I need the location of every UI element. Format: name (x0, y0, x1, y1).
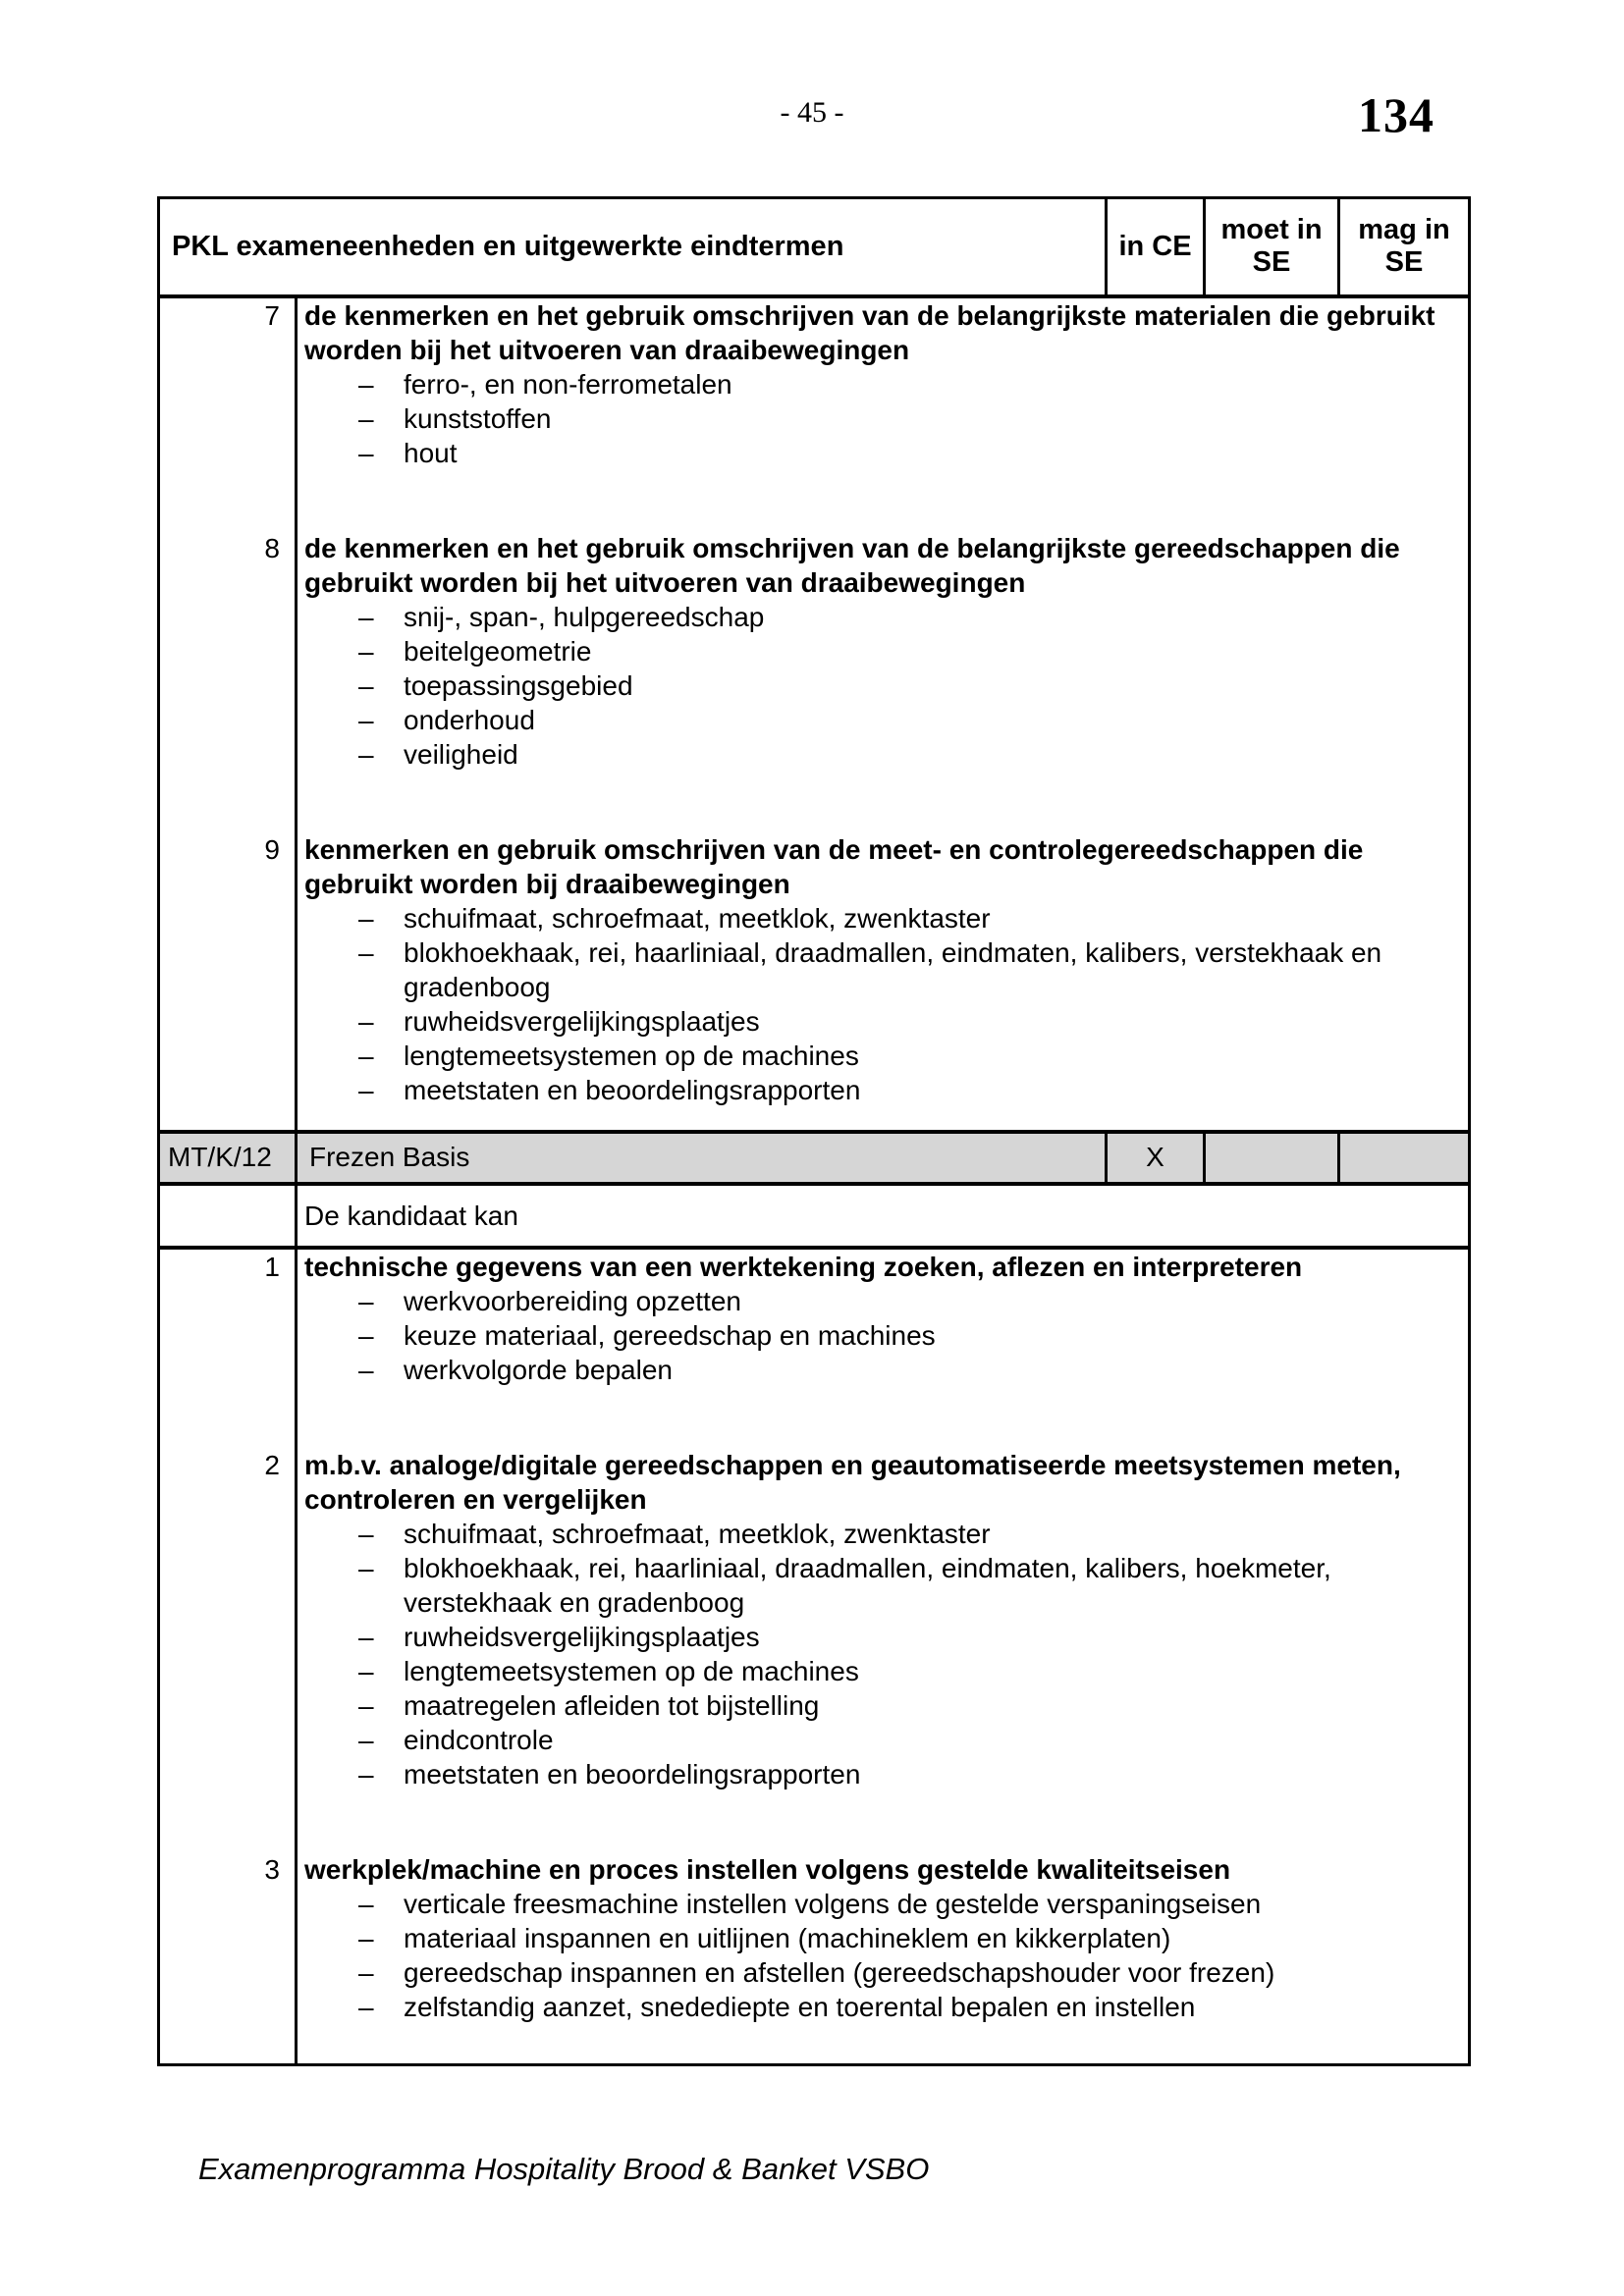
item-number: 3 (264, 1854, 280, 1886)
candidate-row (160, 1186, 1468, 1250)
dash-marker: – (358, 1957, 374, 1989)
bullet-item (304, 1654, 1468, 1688)
bullet-text: lengtemeetsystemen op de machines (404, 1656, 859, 1687)
bullet-item (304, 401, 1468, 436)
item-number: 1 (264, 1252, 280, 1283)
header-mag-line2: SE (1384, 246, 1424, 279)
dash-marker: – (358, 1622, 374, 1653)
dash-marker: – (358, 1320, 374, 1352)
dash-marker: – (358, 1040, 374, 1071)
bullet-text: toepassingsgebied (404, 669, 633, 701)
bullet-text: hout (404, 437, 458, 468)
bullet-text: schuifmaat, schroefmaat, meetklok, zwenktaster (404, 1519, 991, 1550)
document-footer: Examenprogramma Hospitality Brood & Banket VSBO (198, 2152, 930, 2186)
dash-marker: – (358, 1519, 374, 1550)
dash-marker: – (358, 1889, 374, 1920)
candidate-text: De kandidaat kan (304, 1200, 518, 1231)
bullet-text: blokhoekhaak, rei, haarliniaal, draadmallen, eindmaten, kalibers, hoekmeter, verstekhaak en gradenboog (404, 1553, 1331, 1619)
bullet-text: lengtemeetsystemen op de machines (404, 1040, 859, 1071)
item-number: 2 (264, 1450, 280, 1481)
bullet-item (304, 1757, 1468, 1791)
bullet-text: veiligheid (404, 738, 518, 770)
unit-moet-in-se-cell (1203, 1134, 1337, 1183)
bullet-text: meetstaten en beoordelingsrapporten (404, 1759, 861, 1790)
page-number-right: 134 (1358, 87, 1435, 142)
item-number: 7 (264, 299, 280, 331)
item-heading: werkplek/machine en proces instellen volgens gestelde kwaliteitseisen (304, 1854, 1231, 1886)
bullet-text: ruwheidsvergelijkingsplaatjes (404, 1622, 760, 1653)
bullet-text: ruwheidsvergelijkingsplaatjes (404, 1005, 760, 1037)
bullet-text: maatregelen afleiden tot bijstelling (404, 1690, 820, 1722)
bullet-item (304, 1353, 1468, 1387)
item-heading: de kenmerken en het gebruik omschrijven van de belangrijkste gereedschappen die gebruikt worden bij het uitvoeren van draaibewegingen (304, 532, 1400, 598)
bullet-item (304, 1551, 1468, 1620)
bullet-item (304, 703, 1468, 737)
header-moet-line1: moet in (1220, 214, 1323, 246)
bullet-item (304, 634, 1468, 668)
dash-marker: – (358, 738, 374, 770)
item-heading: de kenmerken en het gebruik omschrijven van de belangrijkste materialen die gebruikt worden bij het uitvoeren van draaibewegingen (304, 299, 1435, 365)
bullet-text: blokhoekhaak, rei, haarliniaal, draadmallen, eindmaten, kalibers, verstekhaak en gradenboog (404, 936, 1382, 1002)
header-title-cell: PKL exameneenheden en uitgewerkte eindtermen (172, 230, 844, 262)
unit-title-cell: Frezen Basis (295, 1134, 1105, 1183)
dash-marker: – (358, 1725, 374, 1756)
dash-marker: – (358, 601, 374, 632)
item-number: 9 (264, 833, 280, 865)
item-heading: m.b.v. analoge/digitale gereedschappen en geautomatiseerde meetsystemen meten, controleren en vergelijken (304, 1450, 1401, 1516)
unit-mag-in-se-cell (1337, 1134, 1468, 1183)
bullet-text: snij-, span-, hulpgereedschap (404, 601, 765, 632)
bullet-item (304, 1620, 1468, 1654)
eindterm-item-8 (160, 531, 1468, 772)
bullet-text: zelfstandig aanzet, snedediepte en toerental bepalen en instellen (404, 1992, 1196, 2023)
bullet-item (304, 1318, 1468, 1353)
table-header-row (160, 199, 1468, 298)
section-frezen-basis (160, 1250, 1468, 2063)
bullet-item (304, 436, 1468, 470)
bullet-text: onderhoud (404, 704, 535, 735)
bullet-text: gereedschap inspannen en afstellen (gereedschapshouder voor frezen) (404, 1957, 1275, 1989)
eindterm-item-9 (160, 832, 1468, 1107)
bullet-text: meetstaten en beoordelingsrapporten (404, 1074, 861, 1105)
bullet-text: eindcontrole (404, 1725, 554, 1756)
dash-marker: – (358, 669, 374, 701)
bullet-text: schuifmaat, schroefmaat, meetklok, zwenktaster (404, 902, 991, 934)
bullet-item (304, 935, 1468, 1004)
unit-row-mtk12 (160, 1134, 1468, 1187)
dash-marker: – (358, 1923, 374, 1954)
bullet-item (304, 1955, 1468, 1990)
bullet-item (304, 1723, 1468, 1757)
section-draaibewegingen (160, 298, 1468, 1134)
dash-marker: – (358, 1992, 374, 2023)
dash-marker: – (358, 437, 374, 468)
dash-marker: – (358, 1074, 374, 1105)
bullet-item (304, 1517, 1468, 1551)
exam-table (157, 196, 1471, 2066)
bullet-text: werkvolgorde bepalen (404, 1355, 673, 1386)
number-column-divider (295, 1186, 298, 1246)
bullet-item (304, 668, 1468, 703)
bullet-item (304, 1688, 1468, 1723)
bullet-item (304, 1039, 1468, 1073)
dash-marker: – (358, 1355, 374, 1386)
header-moet-in-se-cell (1203, 199, 1337, 294)
dash-marker: – (358, 1656, 374, 1687)
bullet-item (304, 1284, 1468, 1318)
bullet-item (304, 901, 1468, 935)
header-mag-line1: mag in (1358, 214, 1450, 246)
dash-marker: – (358, 635, 374, 667)
header-moet-line2: SE (1252, 246, 1291, 279)
dash-marker: – (358, 368, 374, 400)
item-number: 8 (264, 532, 280, 563)
dash-marker: – (358, 1553, 374, 1584)
page-number-center: - 45 - (780, 96, 844, 129)
dash-marker: – (358, 1759, 374, 1790)
bullet-item (304, 1990, 1468, 2024)
bullet-item (304, 1073, 1468, 1107)
bullet-text: keuze materiaal, gereedschap en machines (404, 1320, 936, 1352)
item-heading: technische gegevens van een werktekening zoeken, aflezen en interpreteren (304, 1252, 1303, 1283)
dash-marker: – (358, 1005, 374, 1037)
header-in-ce-cell: in CE (1105, 199, 1203, 294)
dash-marker: – (358, 1690, 374, 1722)
bullet-text: ferro-, en non-ferrometalen (404, 368, 732, 400)
bullet-text: kunststoffen (404, 402, 552, 434)
header-mag-in-se-cell (1337, 199, 1468, 294)
eindterm-item-2 (160, 1448, 1468, 1791)
eindterm-item-1 (160, 1250, 1468, 1387)
bullet-text: materiaal inspannen en uitlijnen (machineklem en kikkerplaten) (404, 1923, 1171, 1954)
bullet-item (304, 1004, 1468, 1039)
bullet-item (304, 737, 1468, 772)
unit-in-ce-cell: X (1105, 1134, 1203, 1183)
dash-marker: – (358, 936, 374, 968)
bullet-text: verticale freesmachine instellen volgens de gestelde verspaningseisen (404, 1889, 1262, 1920)
dash-marker: – (358, 1286, 374, 1317)
eindterm-item-3 (160, 1852, 1468, 2024)
bullet-item (304, 1921, 1468, 1955)
dash-marker: – (358, 704, 374, 735)
eindterm-item-7 (160, 298, 1468, 470)
dash-marker: – (358, 402, 374, 434)
bullet-item (304, 367, 1468, 401)
dash-marker: – (358, 902, 374, 934)
bullet-item (304, 1887, 1468, 1921)
bullet-text: beitelgeometrie (404, 635, 592, 667)
unit-code-cell: MT/K/12 (168, 1142, 272, 1173)
item-heading: kenmerken en gebruik omschrijven van de meet- en controlegereedschappen die gebruikt worden bij draaibewegingen (304, 833, 1364, 899)
bullet-item (304, 600, 1468, 634)
bullet-text: werkvoorbereiding opzetten (404, 1286, 741, 1317)
